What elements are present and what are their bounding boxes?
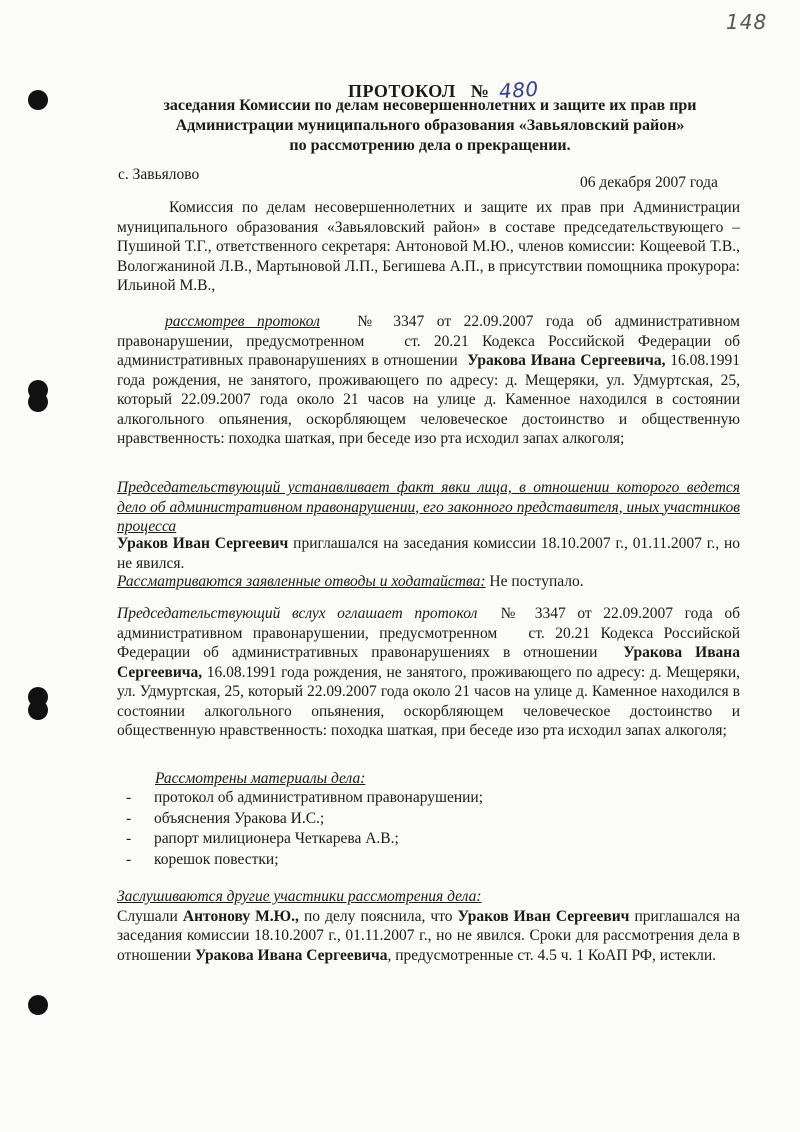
list-item: - протокол об административном правонарушении; (126, 788, 726, 808)
document-subtitle (100, 96, 760, 156)
place: с. Завьялово (118, 166, 200, 183)
subtitle-line: Администрации муниципального образования «Завьяловский район» (175, 117, 685, 134)
subtitle-line: заседания Комиссии по делам несовершеннолетних и защите их прав при (163, 97, 697, 114)
page-number: 148 (726, 10, 768, 34)
offender-name: Уракова Ивана Сергеевича (194, 946, 388, 964)
punch-hole (28, 995, 48, 1015)
p2-text-a: № 3347 от 22.09.2007 года об административном правонарушении, предусмотренном ст. 20.21 Кодекса Российской Федерации об административных правонарушениях в отношении (117, 313, 744, 369)
p7-text: по делу пояснила, что (298, 907, 458, 925)
list-item: - рапорт милиционера Четкарева А.В.; (126, 829, 726, 849)
protocol-number: 480 (498, 76, 540, 104)
date: 06 декабря 2007 года (580, 174, 718, 191)
offender-name: Уракова Ивана Сергеевича, (117, 644, 740, 681)
punch-hole (28, 90, 48, 110)
speaker-name: Антонову М.Ю., (182, 907, 299, 925)
motions-paragraph (117, 572, 740, 592)
protocol-reading-paragraph (117, 604, 744, 741)
punch-hole (28, 700, 48, 720)
materials-heading: Рассмотрены материалы дела: (155, 770, 366, 787)
p7-text: приглашался на заседания комиссии 18.10.2007 г., 01.11.2007 г., но не явился. Сроки для рассмотрения дела в отношении (117, 907, 740, 964)
p2-text-b: 16.08.1991 года рождения, не занятого, проживающего по адресу: д. Мещеряки, ул. Удмуртская, 25, который 22.09.2007 года около 21 часов на улице д. Каменное находился в состоянии алкогольного опьянения, оскорбляющем человеческое достоинство и общественную нравственность: походка шаткая, при беседе изо рта исходил запах алкоголя; (117, 352, 741, 447)
title-text: ПРОТОКОЛ № (348, 81, 490, 101)
motions-text: Не поступало. (485, 573, 584, 590)
subtitle-line: по рассмотрению дела о прекращении. (289, 137, 571, 154)
offender-name: Ураков Иван Сергеевич (117, 535, 289, 552)
reviewed-protocol-paragraph (117, 312, 744, 449)
participants-section (117, 887, 740, 965)
p7-text: Слушали (117, 907, 183, 925)
reading-lead: Председательствующий вслух оглашает протокол (117, 605, 478, 622)
p6-text-b: 16.08.1991 года рождения, не занятого, проживающего по адресу: д. Мещеряки, ул. Удмуртская, 25, который 22.09.2007 года около 21 часов на улице д. Каменное находился в состоянии алкогольного опьянения, оскорбляющем человеческое достоинство и общественную нравственность: походка шаткая, при беседе изо рта исходил запах алкоголя; (117, 663, 740, 739)
list-item: - корешок повестки; (126, 850, 726, 870)
offender-name: Ураков Иван Сергеевич (457, 907, 630, 925)
participants-heading: Заслушиваются другие участники рассмотрения дела: (117, 888, 482, 905)
p4-text: приглашался на заседания комиссии 18.10.2007 г., 01.11.2007 г., но не явился. (117, 535, 741, 572)
attendance-heading: Председательствующий устанавливает факт явки лица, в отношении которого ведется дело об административном правонарушении, его законного представителя, иных участников процесса (117, 479, 740, 535)
list-item: - объяснения Уракова И.С.; (126, 809, 726, 829)
commission-paragraph: Комиссия по делам несовершеннолетних и защите их прав при Администрации муниципального образования «Завьяловский район» в составе председательствующего – Пушиной Т.Г., ответственного секретаря: Антоновой М.Ю., членов комиссии: Кощеевой Т.В., Вологжаниной Л.В., Мартыновой Л.П., Бегишева А.П., в присутствии помощника прокурора: Ильиной М.В., (117, 199, 740, 294)
attendance-paragraph (117, 534, 740, 573)
punch-hole (28, 392, 48, 412)
reviewed-lead: рассмотрев протокол (165, 313, 320, 330)
offender-name: Уракова Ивана Сергеевича, (467, 352, 666, 369)
p7-text: , предусмотренные ст. 4.5 ч. 1 КоАП РФ, истекли. (387, 946, 717, 964)
p6-text-a: № 3347 от 22.09.2007 года об административном правонарушении, предусмотренном ст. 20.21 Кодекса Российской Федерации об административных правонарушениях в отношении (117, 605, 744, 661)
materials-list (126, 788, 726, 870)
motions-label: Рассматриваются заявленные отводы и ходатайства: (117, 573, 486, 590)
participants-paragraph (117, 907, 740, 966)
